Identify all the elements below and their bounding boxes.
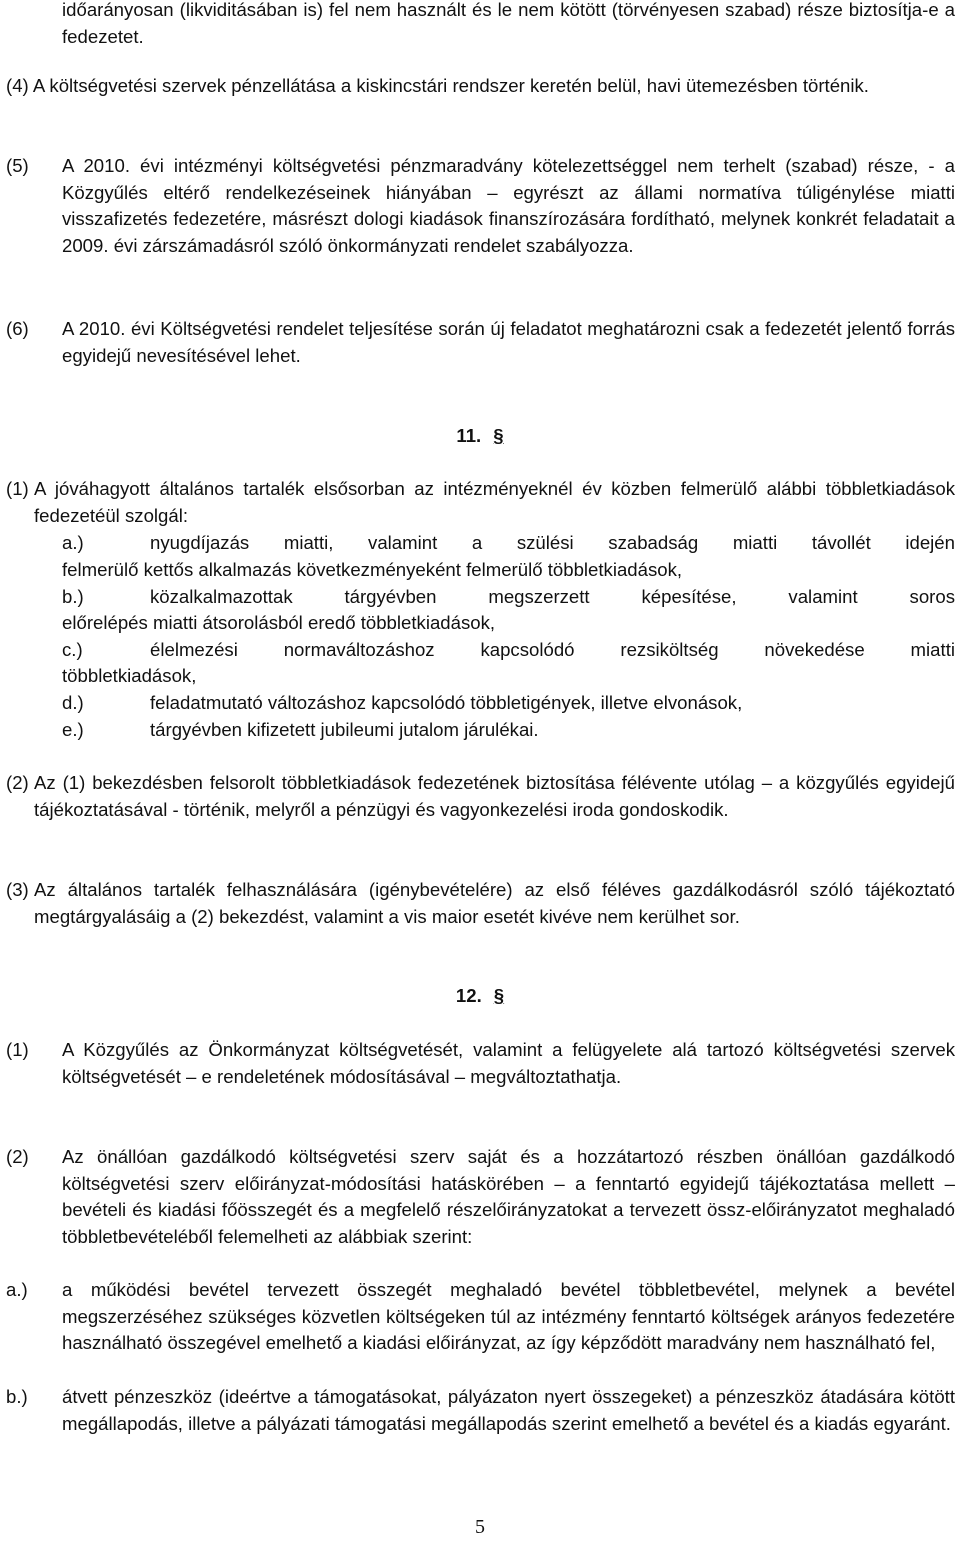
s11-item-c-cont: többletkiadások, bbox=[62, 665, 197, 686]
s11-item-d-label: d.) bbox=[62, 692, 84, 713]
paragraph-4-text: (4) A költségvetési szervek pénzellátása a kiskincstári rendszer keretén belül, havi ütemezésben történik. bbox=[6, 75, 869, 96]
s11-p2-text: Az (1) bekezdésben felsorolt többletkiadások fedezetének biztosítása félévente utólag – a közgyűlés egyidejű tájékoztatásával - történik, melyről a pénzügyi és vagyonkezelési iroda gondoskodik. bbox=[34, 772, 955, 820]
paragraph-continuation: időarányosan (likviditásában is) fel nem használt és le nem kötött (törvényesen szabad) része biztosítja-e a fedezetet. bbox=[62, 0, 955, 47]
paragraph-4 bbox=[6, 73, 955, 100]
section-11-heading bbox=[0, 423, 960, 449]
paragraph-5: A 2010. évi intézményi költségvetési pénzmaradvány kötelezettséggel nem terhelt (szabad) része, - a Közgyűlés eltérő rendelkezéseinek hiányában – egyrészt az állami normatíva túligénylése miatti visszafizetés fedezetére, másrészt dologi kiadások finanszírozására fordítható, melynek konkrét feladatait a 2009. évi zárszámadásról szóló önkormányzati rendelet szabályozza. bbox=[62, 155, 955, 256]
s11-p3-label: (3) bbox=[6, 879, 29, 900]
s11-item-e: tárgyévben kifizetett jubileumi jutalom járulékai. bbox=[150, 719, 539, 740]
section-sign: § bbox=[493, 425, 504, 446]
paragraph-6: A 2010. évi Költségvetési rendelet teljesítése során új feladatot meghatározni csak a fedezetét jelentő forrás egyidejű nevesítésével lehet. bbox=[62, 318, 955, 366]
s11-item-a: nyugdíjazás miatti, valamint a szülési szabadság miatti távollét idején bbox=[150, 532, 955, 553]
s11-item-e-label: e.) bbox=[62, 719, 84, 740]
s12-p1-label: (1) bbox=[6, 1039, 29, 1060]
section-number: 12. bbox=[455, 985, 482, 1006]
s11-item-b-cont: előrelépés miatti átsorolásból eredő többletkiadások, bbox=[62, 612, 496, 633]
s11-p1-label: (1) bbox=[6, 478, 29, 499]
s12-item-a: a működési bevétel tervezett összegét meghaladó bevétel többletbevétel, melynek a bevétel megszerzéséhez szükséges közvetlen költségeken túl az intézmény fenntartó költségek arányos fedezetére használható összegével emelhető a kiadási előirányzat, az így képződött maradvány nem használható fel, bbox=[62, 1279, 955, 1353]
s11-p2 bbox=[34, 770, 955, 823]
s11-item-b: közalkalmazottak tárgyévben megszerzett képesítése, valamint soros bbox=[150, 586, 955, 607]
section-sign: § bbox=[493, 985, 505, 1006]
s11-item-c-label: c.) bbox=[62, 639, 83, 660]
s11-item-c: élelmezési normaváltozáshoz kapcsolódó rezsiköltség növekedése miatti bbox=[150, 639, 955, 660]
s12-p1: A Közgyűlés az Önkormányzat költségvetését, valamint a felügyelete alá tartozó költségvetési szervek költségvetését – e rendeletének módosításával – megváltoztathatja. bbox=[62, 1039, 955, 1087]
s11-p3 bbox=[34, 877, 955, 930]
s12-item-b-label: b.) bbox=[6, 1386, 28, 1407]
page-number: 5 bbox=[475, 1516, 485, 1538]
section-12-heading bbox=[0, 983, 960, 1009]
s11-item-a-cont: felmerülő kettős alkalmazás következményeként felmerülő többletkiadások, bbox=[62, 559, 683, 580]
s12-item-b: átvett pénzeszköz (ideértve a támogatásokat, pályázaton nyert összegeket) a pénzeszköz átadására kötött megállapodás, illetve a pályázati támogatási megállapodás szerint emelhető a bevétel és a kiadás egyaránt. bbox=[62, 1386, 955, 1434]
s11-p3-text: Az általános tartalék felhasználására (igénybevételére) az első féléves gazdálkodásról szóló tájékoztató megtárgyalásáig a (2) bekezdést, valamint a vis maior esetét kivéve nem kerülhet sor. bbox=[34, 879, 955, 927]
s11-item-d: feladatmutató változáshoz kapcsolódó többletigények, illetve elvonások, bbox=[150, 692, 743, 713]
s12-p2: Az önállóan gazdálkodó költségvetési szerv saját és a hozzátartozó részben önállóan gazdálkodó költségvetési szerv előirányzat-módosítási hatáskörében – a fenntartó egyidejű tájékoztatása mellett – bevételi és kiadási főösszegét és a megfelelő részelőirányzatokat a tervezett össz-előirányzatot meghaladó többletbevételéből felemelheti az alábbiak szerint: bbox=[62, 1146, 955, 1247]
s11-p2-label: (2) bbox=[6, 772, 29, 793]
paragraph-5-label: (5) bbox=[6, 155, 29, 176]
s11-p1-text: A jóváhagyott általános tartalék elsősorban az intézményeknél év közben felmerülő alábbi többletkiadások fedezetéül szolgál: bbox=[34, 478, 955, 526]
s12-p2-label: (2) bbox=[6, 1146, 29, 1167]
s12-item-a-label: a.) bbox=[6, 1279, 28, 1300]
paragraph-6-label: (6) bbox=[6, 318, 29, 339]
s11-item-b-label: b.) bbox=[62, 586, 84, 607]
s11-item-a-label: a.) bbox=[62, 532, 84, 553]
s11-p1 bbox=[34, 476, 955, 529]
section-number: 11. bbox=[456, 425, 482, 446]
